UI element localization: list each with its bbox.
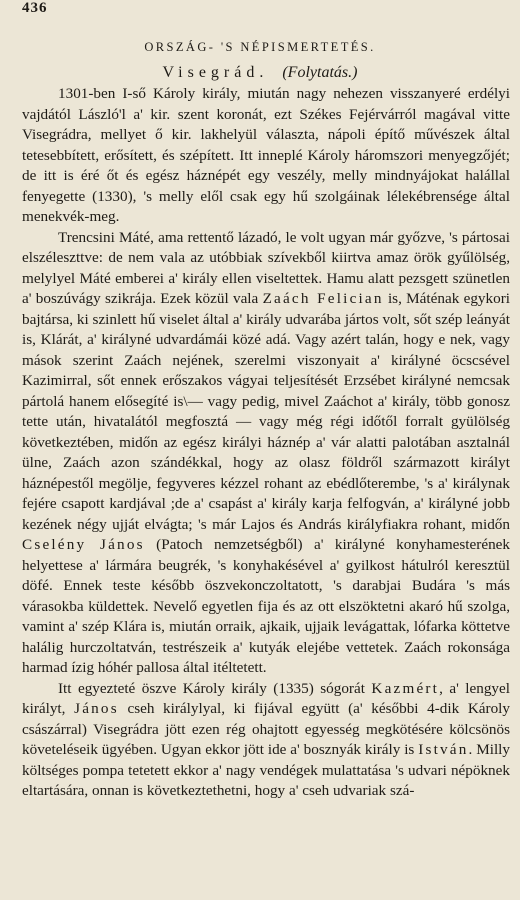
page-number: 436 <box>22 0 48 16</box>
spaced-name: István <box>418 741 469 758</box>
article-title-place: Visegrád. <box>162 64 269 81</box>
article-title <box>0 64 520 82</box>
spaced-name: Zaách Felician <box>262 290 384 307</box>
article-title-continuation: (Folytatás.) <box>282 64 358 81</box>
text-run: Trencsini Máté, ama rettentő lázadó, le volt ugyan már győzve, 's pártosai elszéleszttve: de nem vala az utóbbiak szívekből kiirtva amaz örök gyűlölség, melylyel Máté emberei a' király ellen viseltettek. Hamu alatt pezsgett szünetlen a' boszúvágy szikrája. Ezek közül vala <box>22 228 510 307</box>
article-body <box>22 84 510 802</box>
text-run: (Patoch nemzetségből) a' királyné konyhamesterének helyettese a' lármára beugrék, 's konyhakésével a' gyilkost hátulról keresztül döfé. Ennek teste később öszvekonczoltatott, 's darabjai Budára 's más várasokba küldettek. Nevelő egyetlen fija és az ott elszöktetni akaró hű szolga, vamint a' szép Klára is, miután orraik, ajkaik, ujjaik levágattak, lófarka köttetve halálig hurczoltatván, testrészeik a' kutyák elejébe vettetek. Zaách rokonsága harmad ízig hóhér pallosa által itéltetett. <box>22 536 510 676</box>
text-run: , a' lengyel királyt, <box>22 679 510 717</box>
body-paragraph <box>22 679 510 802</box>
text-run: 1301-ben I-ső Károly király, miután nagy nehezen visszanyeré erdélyi vajdától László'l a' kir. szent koronát, ezt Székes Fejérvárról magával vitte Visegrádra, mellyet ő kir. lakhelyül választa, nápoli építő művészek által tetesebbített, erősített, és szépített. Itt inneplé Károly háromszori menyegzőjét; de itt is éré őt és egész háznépét egy veszély, melly mindnyájokat halállal fenyegette (1330), 's melly elől csak egy hű szolgáinak lélekébrensége által menekvék-meg. <box>22 85 510 225</box>
spaced-name: Kazmért <box>371 679 440 697</box>
body-paragraph <box>22 84 510 228</box>
spaced-name: Cselény János <box>22 536 145 553</box>
text-run: . Milly költséges pompa tetetett ekkor a' nagy vendégek mulattatása 's udvari népöknek eltartására, onnan is következtethetni, hogy a' cseh udvariak szá- <box>22 741 510 799</box>
text-run: Itt egyezteté öszve Károly király (1335) sógorát <box>58 679 372 697</box>
text-run: is, Máténak egykori bajtársa, ki szinlett hű viselet által a' király udvarába jártos volt, sőt szép leányát is, Klárát, a' királyné udvardámái közé adá. Vagy azért talán, hogy e nek, vagy mások szerint Zaách nejének, szerelmi viszonyait a' királyné öcscsével Kazimirral, sőt ennek erőszakos vágyai teljesítését Erzsébet királyné nemcsak pártolá hanem elősegíté is\— vagy pedig, mivel Zaáchot a' király, több gonosz tette után, hivatalától megfosztá — vagy még régi időtől forralt gyülölség következtében, midőn az egész királyi háznép a' vár alatti palotában asztalnál ülne, Zaách azon szándékkal, hogy az olasz földről származott királyt háznépestől megölje, fegyveres kézzel rohant az ebédlőterembe, 's a' királynak fejére csapott kardjával ;de a' csapást a' király karja felfogván, a' királyné jobb kezének négy ujját elvágta; 's már Lajos és András királyfiakra rohant, midőn <box>22 290 510 533</box>
spaced-name: János <box>74 700 119 717</box>
running-head: ORSZÁG- 'S NÉPISMERTETÉS. <box>144 40 376 54</box>
text-run: cseh királylyal, ki fijával együtt (a' későbbi 4-dik Károly császárral) Visegrádra jött ezen rég ohajtott egyesség megkötésére kölcsönös követeléseik ügyében. Ugyan ekkor jött ide a' bosznyák király is <box>22 700 511 758</box>
body-paragraph <box>22 228 510 679</box>
